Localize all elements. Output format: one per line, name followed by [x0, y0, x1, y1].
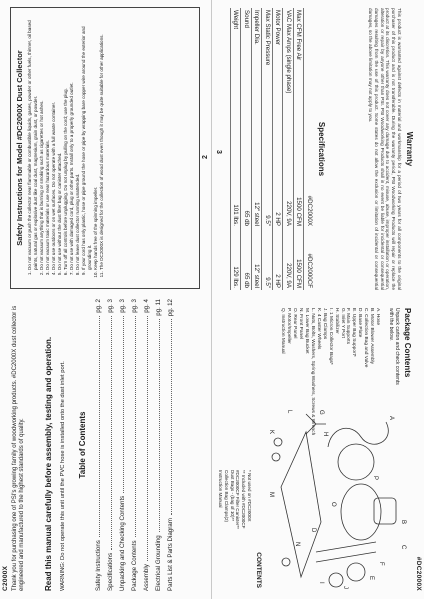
safety-item: 1. Do not vacuum or push the collector near flammable or combustible liquids, gases, powder or other fuels, thinner, oil based paints, natural gas or explosive dust like coal dust, magnesium, grain dust, or powder. [27, 14, 38, 270]
spec-value: 1500 CFM [294, 166, 305, 228]
support-drawing [316, 542, 376, 552]
spec-value: 65 db [241, 166, 252, 228]
package-item: N. Front Panel [298, 308, 304, 339]
diagram-label: A [388, 416, 394, 421]
spec-value: 220V, 9A [283, 228, 294, 290]
specifications-table [230, 8, 314, 290]
package-item: F. Main Supports [345, 308, 351, 344]
toc-page: pg. 3 [131, 299, 138, 313]
spec-value: 12" steel [252, 228, 263, 290]
specifications-title: Specifications [317, 121, 326, 177]
diagram-label: F [378, 562, 384, 566]
toc-leader [154, 319, 160, 533]
page-header: #DC2000X [415, 556, 422, 591]
impeller-drawing [338, 444, 374, 480]
spec-label: Sound [241, 8, 252, 166]
safety-item: 5. Do not use without the dust filter bag or canister attached. [57, 14, 63, 270]
diagram-label: E [368, 576, 374, 581]
spec-label: Impeller Dia. [252, 8, 263, 166]
toc-label: Specifications [107, 552, 114, 591]
spec-label: Weight [231, 8, 242, 166]
safety-item: 7. Do not use with damaged cord, plug or other parts. Install only to a properly grounded outlet. [69, 14, 75, 270]
package-item: J. Bag Clamps [321, 308, 327, 340]
spec-header-row [304, 8, 314, 290]
package-item: Q. Instruction Manual [280, 308, 286, 354]
spec-row [231, 8, 242, 290]
contents-note: Instruction Manual [218, 470, 224, 508]
toc-label: Parts List & Parts Diagram [167, 518, 174, 591]
page-number: 3 [215, 150, 222, 154]
package-item: A. Hose [375, 308, 380, 326]
spec-value: 12" steel [252, 166, 263, 228]
diagram-label: H [322, 432, 328, 437]
package-item: B. Motor Blower Assembly [369, 308, 375, 364]
bag-clamp-drawing [329, 573, 343, 587]
page-three [212, 0, 424, 599]
package-item: M. Lower Bag Bucket [304, 308, 310, 354]
contents-title: CONTENTS [255, 552, 262, 588]
motor-drawing [341, 484, 381, 540]
diagram-label: I [318, 582, 324, 584]
safety-item: 9. If your cord has only plastic, hose or pipe ground the hose or pipe by wrapping bare copper wire around the exterior and grounding it. [81, 14, 92, 270]
diagram-label: G [318, 410, 324, 415]
toc-entry-package-contents[interactable] [130, 299, 142, 591]
spec-col-dc2000cf: #DC2000CF [304, 228, 314, 290]
toc-page: pg. 3 [107, 299, 114, 313]
intro-paragraph: Thank you for purchasing one of PSI's growing family of woodworking products. #DC2000X dust collector is engineered and manufactured to the highest standards of quality. [12, 305, 26, 591]
spec-value: 9.5" [262, 228, 273, 290]
warning-note: WARNING: Do not operate this unit until the PVC hose is installed onto the dust inlet port. [60, 361, 66, 591]
diagram-label: K [268, 430, 274, 435]
toc-leader [166, 319, 172, 515]
spec-row [283, 8, 294, 290]
warranty-text: This product is warranted against defects in material and workmanship for a period of two years for all components to the original purchaser of this product and is not transferable. During the warranty period, PSI Woodworking Products will repair or replace the product at its discretion. This warranty does not cover any damage due to accident, misuse, abuse, improper installation or operation, alteration or repair by anyone other than PSI. PSI Woodworking Products shall in no event be liable for incidental or consequential damages resulting from the use of this product. Some states do not allow the exclusion or limitation of incidental or consequential damages, so the above limitation may not apply to you. [368, 8, 402, 290]
spec-row [252, 8, 263, 290]
toc-label: Electrical Grounding [155, 535, 162, 591]
package-contents-title: Package Contents [403, 308, 412, 378]
contents-note: ** Included with #DC2000CF [241, 470, 247, 529]
package-contents-diagram [266, 402, 416, 592]
package-item: G. Inlet Y Port [339, 308, 345, 338]
spec-value: 101 lbs. [231, 166, 242, 228]
diagram-label: J [342, 586, 348, 589]
diagram-label: D [310, 528, 316, 533]
toc-entry-specifications[interactable] [106, 299, 118, 591]
toc-leader [118, 316, 124, 493]
toc-entry-parts-list[interactable] [166, 299, 178, 591]
wheel-drawing [274, 438, 282, 446]
diagram-label: P [372, 476, 378, 481]
toc-entry-assembly[interactable] [142, 299, 154, 591]
package-item: P. Motor/Impeller [286, 308, 292, 344]
spec-label: Max CFM Free Air [294, 8, 305, 166]
package-item: I. 1 Micron Collector Bags* [327, 308, 333, 365]
safety-list [27, 14, 105, 282]
diagram-label: N [294, 542, 300, 547]
table-of-contents [94, 299, 178, 591]
toc-leader [142, 316, 148, 561]
safety-instructions-box [10, 7, 200, 289]
spec-value: 129 lbs. [231, 228, 242, 290]
page-number: 2 [202, 155, 209, 159]
wheel-drawing [282, 558, 290, 566]
spec-col-label [304, 8, 314, 166]
safety-item: 3. Do not vacuum toxic materials or use near hazardous materials. [45, 14, 51, 270]
spec-col-dc2000x: #DC2000X [304, 166, 314, 228]
toc-label: Unpacking and Checking Contents [119, 495, 126, 591]
toc-page: pg. 4 [143, 299, 150, 313]
spec-value: 9.5" [262, 166, 273, 228]
spec-row [262, 8, 273, 290]
read-notice: Read this manual carefully before assembly, testing and operation. [44, 336, 53, 591]
safety-item: 11. The DC2000X is designed for the collection of wood dust even though it may be quite suitable for other applications. [99, 14, 105, 270]
safety-item: 8. Do not leave dust collector running unattended. [75, 14, 81, 270]
safety-item: 2. Do not vacuum anything that is burning or smoking such as cigarettes or hot ashes. [39, 14, 45, 270]
safety-item: 4. Do not use outdoors or on wet surfaces. Do not operate with a full waste container. [51, 14, 57, 270]
spec-value: 2 HP [273, 166, 284, 228]
safety-item: 10. Keep hands free of the spinning impeller. [93, 14, 99, 270]
page-header: C2000X [2, 565, 9, 591]
contents-note: #DC2000CF Filter Canister** [235, 470, 241, 529]
wheel-drawing [272, 453, 280, 461]
toc-label: Safety Instructions [95, 540, 102, 591]
base-plate-drawing [281, 432, 321, 577]
spec-row [294, 8, 305, 290]
safety-title: Safety Instructions for Model #DC2000X Dust Collector [15, 50, 24, 246]
spec-label: VAC Max Amps (single phase) [283, 8, 294, 166]
contents-note: * Not used on #DC2000X [247, 470, 252, 522]
toc-label: Package Contents [131, 540, 138, 591]
diagram-label: B [400, 520, 406, 525]
warranty-title: Warranty [405, 131, 414, 167]
toc-leader [130, 316, 136, 538]
package-item: C. Collection Bag and Valve [363, 308, 369, 368]
spec-value: 1500 CFM [294, 228, 305, 290]
package-lead-text: Unpack carton and check contents with the below. [388, 308, 400, 385]
toc-entry-grounding[interactable] [154, 299, 166, 591]
package-list [280, 308, 380, 436]
diagram-label: L [286, 410, 292, 414]
spec-label: Max Static Pressure [262, 8, 273, 166]
package-item: L. Nuts, Bolts, Washers, Spring Washers, Screws & Wrench [310, 308, 316, 436]
support-drawing [316, 552, 376, 562]
diagram-label: C [400, 545, 406, 550]
hose-drawing [328, 422, 388, 447]
contents-note: Collection Bag Clamps(2) [223, 470, 229, 523]
package-item: H. Stabilizer [333, 308, 339, 334]
bag-clamp-drawing [347, 563, 365, 581]
motor-top-drawing [374, 498, 396, 524]
y-port-drawing [306, 414, 328, 437]
contents-note: Dust Bags - (bag of 10)** [229, 470, 235, 522]
toc-label: Assembly [143, 564, 150, 591]
spec-value: 220V, 9A [283, 166, 294, 228]
toc-title: Table of Contents [78, 411, 87, 479]
toc-leader [94, 316, 100, 537]
spec-value: 65 db [241, 228, 252, 290]
diagram-label: M [268, 492, 274, 497]
safety-item: 6. Turn off all controls before unplugging. Do not unplug by pulling on the cord; use the plug. [63, 14, 69, 270]
toc-entry-unpacking[interactable] [118, 299, 130, 591]
toc-page: pg. 12 [167, 299, 174, 317]
package-item: K. 4 Caster Wheels [315, 308, 321, 350]
package-item: D. Base Plate [357, 308, 363, 338]
package-item: O. Rear Panel [292, 308, 298, 339]
toc-leader [106, 316, 112, 550]
toc-page: pg. 2 [95, 299, 102, 313]
toc-entry-safety[interactable] [94, 299, 106, 591]
spec-label: Motor Power [273, 8, 284, 166]
spec-row [241, 8, 252, 290]
package-item: E. Upper Bag Support* [351, 308, 357, 357]
spec-value: 2 HP [273, 228, 284, 290]
spec-row [273, 8, 284, 290]
toc-page: pg. 11 [155, 299, 162, 316]
toc-page: pg. 3 [119, 299, 126, 313]
diagram-label: O [330, 502, 336, 507]
contents-notes [217, 470, 252, 590]
